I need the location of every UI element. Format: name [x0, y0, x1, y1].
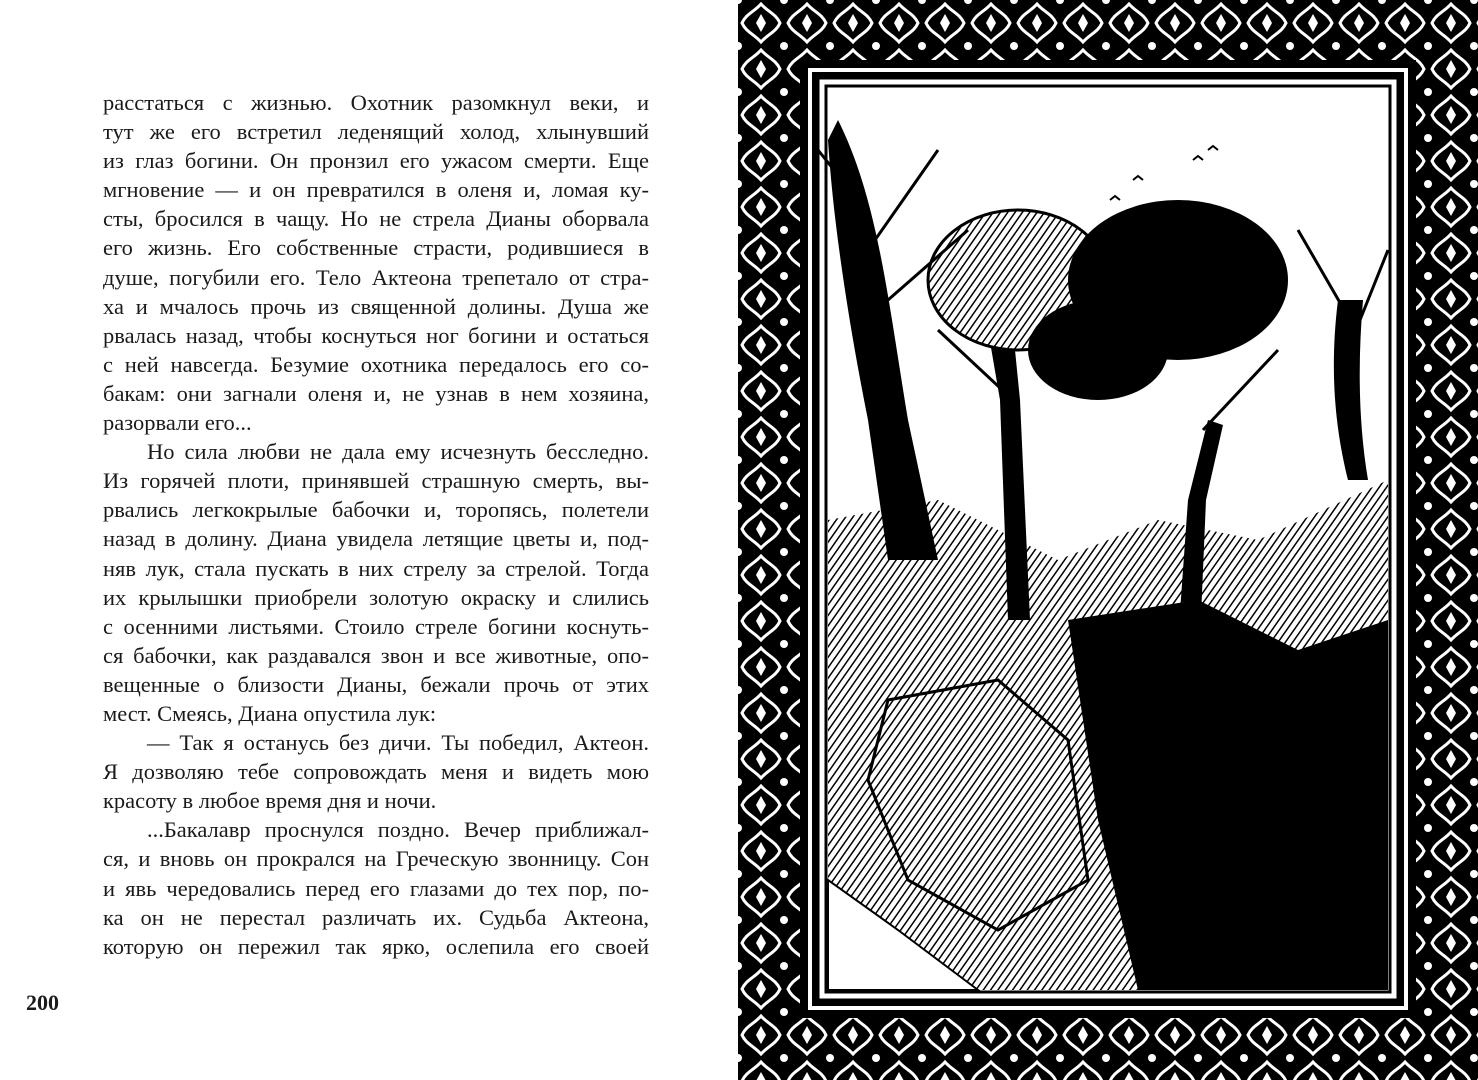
- text-line: Из горячей плоти, принявшей страшную смерть, вы-: [103, 468, 649, 494]
- text-line: ...Бакалавр проснулся поздно. Вечер приближал-: [147, 817, 649, 843]
- text-line: мест. Смеясь, Диана опустила лук:: [103, 700, 437, 726]
- text-line: Но сила любви не дала ему исчезнуть бесследно.: [147, 439, 649, 465]
- text-line: его жизнь. Его собственные страсти, родившиеся в: [103, 235, 649, 261]
- text-line: ся бабочки, как раздавался звон и все животные, опо-: [103, 642, 649, 668]
- text-line: вещенные о близости Дианы, бежали прочь от этих: [103, 671, 649, 697]
- text-line: бакам: они загнали оленя и, не узнав в нем хозяина,: [103, 380, 649, 406]
- text-line: разорвали его...: [103, 410, 252, 436]
- text-line: с осенними листьями. Стоило стреле богини коснуть-: [103, 613, 649, 639]
- ornamental-frame: [738, 0, 1478, 1080]
- illustration-page: [738, 0, 1478, 1080]
- forest-illustration: [818, 86, 1390, 992]
- text-line: красоту в любое время дня и ночи.: [103, 788, 437, 814]
- body-text: [103, 88, 649, 961]
- text-line: расстаться с жизнью. Охотник разомкнул веки, и: [103, 90, 649, 115]
- text-line: из глаз богини. Он пронзил его ужасом смерти. Еще: [103, 148, 649, 174]
- text-line: и явь чередовались перед его глазами до тех пор, по-: [103, 875, 649, 901]
- text-line: назад в долину. Диана увидела летящие цветы и, под-: [103, 526, 649, 552]
- text-line: сты, бросился в чащу. Но не стрела Дианы оборвала: [103, 206, 649, 232]
- text-line: мгновение — и он превратился в оленя и, ломая ку-: [103, 177, 649, 203]
- text-line: ка он не перестал различать их. Судьба Актеона,: [103, 904, 649, 930]
- text-line: рвалась назад, чтобы коснуться ног богини и остаться: [103, 322, 649, 348]
- text-line: ха и мчалось прочь из священной долины. Душа же: [103, 293, 649, 319]
- text-line: рвались легкокрылые бабочки и, торопясь, полетели: [103, 497, 649, 523]
- text-line: Я дозволяю тебе сопровождать меня и видеть мою: [103, 759, 649, 785]
- text-line: тут же его встретил леденящий холод, хлынувший: [103, 119, 649, 145]
- text-line: с ней навсегда. Безумие охотника передалось его со-: [103, 351, 649, 377]
- page-number: 200: [26, 990, 59, 1015]
- text-line: ся, и вновь он прокрался на Греческую звонницу. Сон: [103, 846, 649, 872]
- text-line: их крылышки приобрели золотую окраску и слились: [103, 584, 649, 610]
- text-line: няв лук, стала пускать в них стрелу за стрелой. Тогда: [103, 555, 649, 581]
- text-line: душе, погубили его. Тело Актеона трепетало от стра-: [103, 264, 649, 290]
- left-page: [0, 0, 738, 1080]
- text-line: которую он пережил так ярко, ослепила его своей: [103, 933, 649, 959]
- text-line: — Так я останусь без дичи. Ты победил, Актеон.: [147, 730, 649, 756]
